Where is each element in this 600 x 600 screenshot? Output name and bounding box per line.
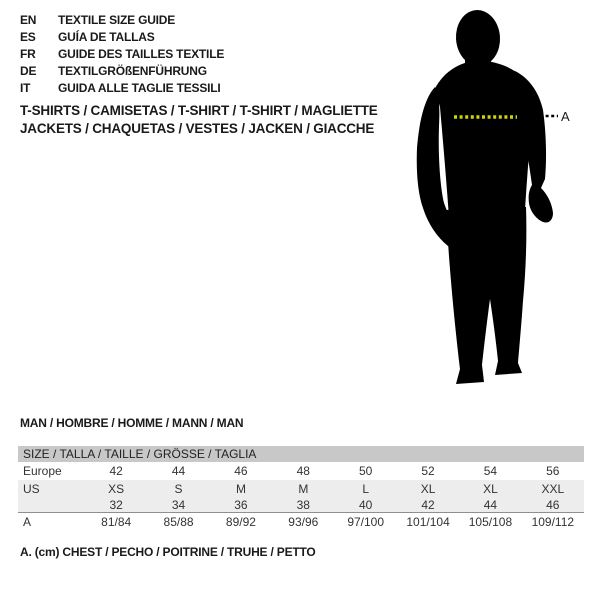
size-value: 42 [421, 497, 435, 512]
table-row-us [18, 480, 584, 497]
size-value: 56 [546, 464, 560, 478]
language-row-es [20, 28, 224, 45]
measurement-footnote: A. (cm) CHEST / PECHO / POITRINE / TRUHE / PETTO [20, 545, 316, 559]
size-value: 81/84 [101, 515, 132, 529]
language-code: ES [20, 29, 36, 44]
language-code: EN [20, 12, 37, 27]
language-title: GUIDA ALLE TAGLIE TESSILI [58, 80, 221, 95]
size-value: 46 [234, 464, 248, 478]
language-row-en [20, 11, 224, 28]
size-value: M [235, 481, 246, 496]
size-value: XXL [541, 481, 565, 496]
size-value: L [362, 481, 370, 496]
language-code: DE [20, 63, 37, 78]
section-title-man: MAN / HOMBRE / HOMME / MANN / MAN [20, 416, 244, 430]
language-title: TEXTILE SIZE GUIDE [58, 12, 176, 27]
size-value: M [298, 481, 309, 496]
size-value: 44 [171, 464, 186, 478]
size-value: 54 [483, 464, 498, 478]
language-title: GUÍA DE TALLAS [58, 29, 155, 44]
size-value: 97/100 [347, 515, 385, 529]
product-types [20, 102, 378, 138]
size-value: 48 [296, 464, 310, 478]
size-value: 40 [359, 497, 373, 512]
size-value: 36 [234, 497, 248, 512]
table-row-us-numeric [18, 497, 584, 513]
row-label: US [23, 481, 40, 496]
row-label: Europe [23, 464, 62, 478]
size-value: 32 [109, 497, 123, 512]
language-list [20, 11, 224, 96]
size-value: 52 [421, 464, 435, 478]
product-types-line1: T-SHIRTS / CAMISETAS / T-SHIRT / T-SHIRT / MAGLIETTE [20, 103, 378, 118]
size-table-header: SIZE / TALLA / TAILLE / GRÖSSE / TAGLIA [18, 446, 584, 462]
table-row-chest-a [18, 513, 584, 531]
product-types-line2: JACKETS / CHAQUETAS / VESTES / JACKEN / GIACCHE [20, 121, 375, 136]
size-value: 38 [296, 497, 310, 512]
size-value: 44 [483, 497, 498, 512]
size-value: 85/88 [163, 515, 194, 529]
size-value: 89/92 [225, 515, 256, 529]
man-silhouette-figure [413, 5, 573, 395]
size-value: 101/104 [406, 515, 450, 529]
language-row-it [20, 79, 224, 96]
language-code: FR [20, 46, 36, 61]
size-value: XS [108, 481, 125, 496]
table-row-europe [18, 462, 584, 480]
language-title: TEXTILGRÖßENFÜHRUNG [58, 63, 207, 78]
size-value: XL [483, 481, 498, 496]
size-value: 93/96 [288, 515, 319, 529]
size-table [18, 446, 584, 531]
size-value: 109/112 [531, 515, 575, 529]
language-row-de [20, 62, 224, 79]
language-code: IT [20, 80, 31, 95]
language-row-fr [20, 45, 224, 62]
size-value: S [174, 481, 183, 496]
size-value: 46 [546, 497, 560, 512]
man-silhouette-icon [413, 5, 573, 395]
size-value: 34 [171, 497, 186, 512]
row-label: A [23, 515, 32, 529]
size-value: XL [420, 481, 436, 496]
measurement-label-a: A [561, 109, 570, 124]
language-title: GUIDE DES TAILLES TEXTILE [58, 46, 225, 61]
size-value: 42 [109, 464, 123, 478]
size-value: 105/108 [468, 515, 513, 529]
size-value: 50 [359, 464, 373, 478]
